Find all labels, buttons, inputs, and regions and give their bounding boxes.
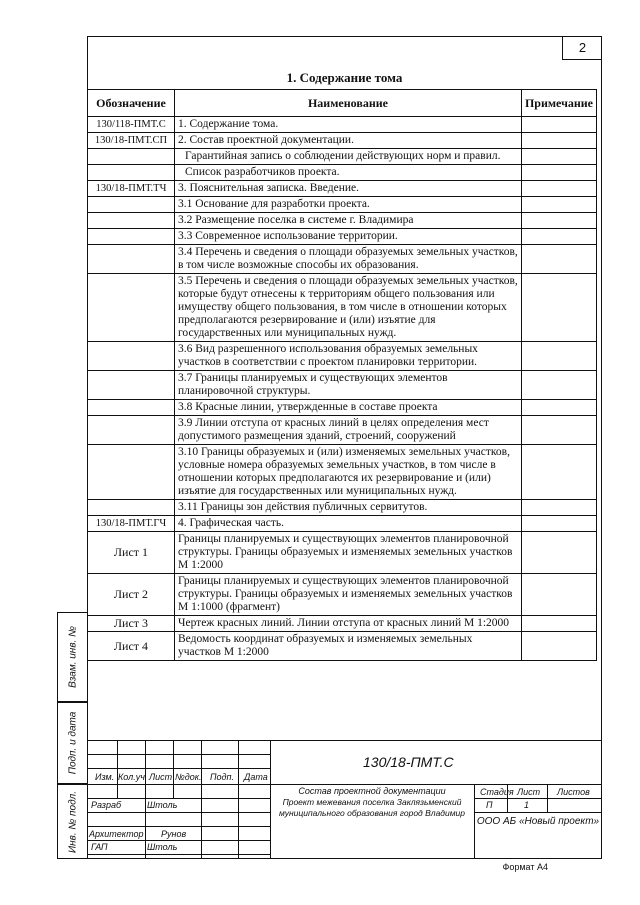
side-inv-label: Инв. № подл. [67,790,78,853]
row-note [521,181,596,197]
row-note [521,371,596,400]
row-code [88,213,175,229]
row-note [521,500,596,516]
side-vzam [57,612,87,702]
row-note [521,416,596,445]
stamp-sheets-label: Листов [557,787,590,797]
stamp-stage: П [486,800,493,810]
row-note [521,229,596,245]
stamp-h-doc: №док. [175,772,202,782]
table-row [88,165,597,181]
stamp-role-arch: Архитектор [89,829,144,839]
table-header [88,90,597,117]
row-name: 3.6 Вид разрешенного использования образуемых земельных участков в соответствии с проектом планировки территории. [175,342,522,371]
row-name: 3.4 Перечень и сведения о площади образуемых земельных участков, в том числе возможные способы их образования. [175,245,522,274]
row-name: 3.2 Размещение поселка в системе г. Владимира [175,213,522,229]
stamp-h-podp: Подп. [210,772,234,782]
side-podp-label: Подп. и дата [67,711,78,775]
stamp-sheet: 1 [524,800,530,810]
row-name: 1. Содержание тома. [175,117,522,133]
stamp-h-date: Дата [244,772,268,782]
row-code: 130/18-ПМТ.ТЧ [88,181,175,197]
row-code [88,342,175,371]
row-note [521,445,596,500]
side-podp [57,702,87,784]
stamp-h-list: Лист [149,772,173,782]
table-row [88,245,597,274]
row-note [521,274,596,342]
table-row [88,133,597,149]
row-name: 3.7 Границы планируемых и существующих элементов планировочной структуры. [175,371,522,400]
table-row [88,371,597,400]
stamp-desc-1: Состав проектной документации [298,786,446,796]
stamp-h-kol: Кол.уч [118,772,145,782]
row-name: 3.9 Линии отступа от красных линий в целях определения мест допустимого размещения зданий, строений, сооружений [175,416,522,445]
row-name: 3.1 Основание для разработки проекта. [175,197,522,213]
row-code [88,274,175,342]
col-name-header: Наименование [175,90,522,117]
row-code [88,229,175,245]
row-name: Список разработчиков проекта. [175,165,522,181]
row-name: Границы планируемых и существующих элементов планировочной структуры. Границы образуемых и изменяемых земельных участков М 1:1000 (фрагмент) [175,574,522,616]
stamp-name-gap: Штоль [147,842,178,852]
row-name: 3. Пояснительная записка. Введение. [175,181,522,197]
page-number: 2 [562,36,602,60]
row-name: Ведомость координат образуемых и изменяемых земельных участков М 1:2000 [175,632,522,661]
stamp-role-razrab: Разраб [91,800,122,810]
table-row [88,616,597,632]
row-note [521,213,596,229]
stamp-name-arch: Рунов [161,829,187,839]
row-note [521,245,596,274]
row-note [521,574,596,616]
stamp-doc-code: 130/18-ПМТ.С [363,754,454,770]
row-name: 3.11 Границы зон действия публичных сервитутов. [175,500,522,516]
row-code: 130/118-ПМТ.С [88,117,175,133]
row-note [521,197,596,213]
row-code [88,445,175,500]
table-row [88,197,597,213]
row-note [521,117,596,133]
row-note [521,400,596,416]
table-row [88,213,597,229]
row-name: Чертеж красных линий. Линии отступа от красных линий М 1:2000 [175,616,522,632]
row-name: 3.3 Современное использование территории. [175,229,522,245]
stamp-stage-label: Стадия [480,787,514,797]
table-row [88,342,597,371]
row-code: Лист 4 [88,632,175,661]
row-note [521,516,596,532]
format-label: Формат А4 [502,862,548,872]
row-code [88,500,175,516]
row-name: Гарантийная запись о соблюдении действующих норм и правил. [175,149,522,165]
table-row [88,532,597,574]
row-name: 2. Состав проектной документации. [175,133,522,149]
row-note [521,532,596,574]
row-code: Лист 2 [88,574,175,616]
table-row [88,516,597,532]
stamp-desc-3: муниципального образования город Владимир [278,808,466,818]
row-code: 130/18-ПМТ.СП [88,133,175,149]
row-name: Границы планируемых и существующих элементов планировочной структуры. Границы образуемых и изменяемых земельных участков М 1:2000 [175,532,522,574]
table-row [88,149,597,165]
row-note [521,632,596,661]
col-note-header: Примечание [521,90,596,117]
table-row [88,229,597,245]
row-code [88,165,175,181]
row-note [521,133,596,149]
table-row [88,274,597,342]
side-vzam-label: Взам. инв. № [67,626,78,688]
row-code [88,149,175,165]
row-note [521,149,596,165]
row-note [521,165,596,181]
table-row [88,500,597,516]
page-title: 1. Содержание тома [286,70,403,85]
table-row [88,400,597,416]
row-name: 4. Графическая часть. [175,516,522,532]
col-code-header: Обозначение [88,90,175,117]
table-row [88,117,597,133]
row-note [521,616,596,632]
table-row [88,574,597,616]
table-row [88,181,597,197]
stamp-desc-2: Проект межевания поселка Заклязьменский [282,797,462,807]
row-note [521,342,596,371]
table-row [88,416,597,445]
stamp-company: ООО АБ «Новый проект» [476,816,600,827]
title-block [87,740,602,859]
stamp-role-gap: ГАП [91,842,108,852]
row-code: 130/18-ПМТ.ГЧ [88,516,175,532]
row-name: 3.5 Перечень и сведения о площади образуемых земельных участков, которые будут отнесены к территориям общего пользования или имуществу общего пользования, в том числе в отношении которых предполагаются резервирование и (или) изъятие для государственных или муниципальных нужд. [175,274,522,342]
stamp-h-izm: Изм. [95,772,115,782]
row-name: 3.10 Границы образуемых и (или) изменяемых земельных участков, условные номера образуемых земельных участков, в том числе в отношении которых предполагаются их резервирование и (или) изъятие для государственных или муниципальных нужд. [175,445,522,500]
row-code [88,416,175,445]
row-code [88,371,175,400]
row-code: Лист 1 [88,532,175,574]
row-code [88,400,175,416]
row-code [88,197,175,213]
row-name: 3.8 Красные линии, утвержденные в составе проекта [175,400,522,416]
side-inv [57,784,87,859]
stamp-name-razrab: Штоль [147,800,178,810]
stamp-sheet-label: Лист [517,787,541,797]
table-row [88,445,597,500]
table-row [88,632,597,661]
row-code: Лист 3 [88,616,175,632]
contents-table [87,89,597,661]
row-code [88,245,175,274]
